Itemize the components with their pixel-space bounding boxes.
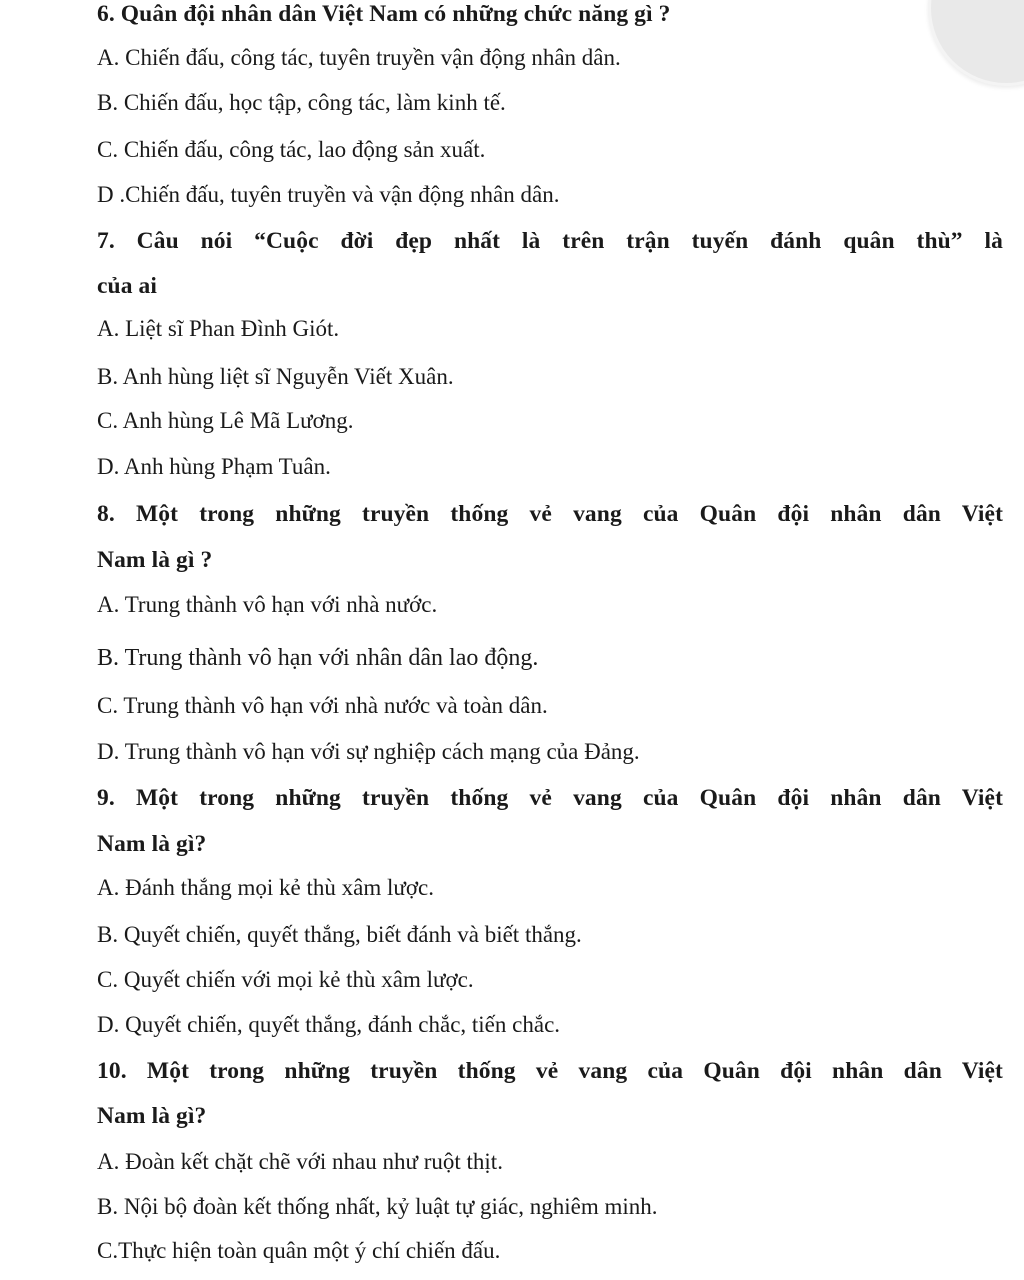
question-6-title: 6. Quân đội nhân dân Việt Nam có những chức năng gì ?: [97, 1, 671, 27]
question-6-option-a: A. Chiến đấu, công tác, tuyên truyền vận động nhân dân.: [97, 45, 621, 70]
question-8-option-b: B. Trung thành vô hạn với nhân dân lao động.: [97, 645, 539, 671]
question-7-title-line-1: 7. Câu nói “Cuộc đời đẹp nhất là trên trận tuyến đánh quân thù” là: [97, 228, 1003, 254]
page-corner-shape: [928, 0, 1024, 86]
question-8-option-c: C. Trung thành vô hạn với nhà nước và toàn dân.: [97, 693, 548, 718]
question-9-title-line-2: Nam là gì?: [97, 831, 207, 857]
question-7-option-b: B. Anh hùng liệt sĩ Nguyễn Viết Xuân.: [97, 364, 454, 389]
question-9-option-a: A. Đánh thắng mọi kẻ thù xâm lược.: [97, 875, 434, 900]
question-10-option-c: C.Thực hiện toàn quân một ý chí chiến đấu.: [97, 1238, 501, 1263]
question-8-option-a: A. Trung thành vô hạn với nhà nước.: [97, 592, 438, 617]
question-9-title-line-1: 9. Một trong những truyền thống vẻ vang của Quân đội nhân dân Việt: [97, 785, 1003, 811]
question-8-title-line-1: 8. Một trong những truyền thống vẻ vang của Quân đội nhân dân Việt: [97, 501, 1003, 527]
question-10-title-line-1: 10. Một trong những truyền thống vẻ vang của Quân đội nhân dân Việt: [97, 1058, 1003, 1084]
question-7-option-a: A. Liệt sĩ Phan Đình Giót.: [97, 316, 340, 341]
question-7-title-line-2: của ai: [97, 273, 158, 299]
question-7-option-d: D. Anh hùng Phạm Tuân.: [97, 454, 331, 479]
question-10-title-line-2: Nam là gì?: [97, 1103, 207, 1129]
question-10-option-a: A. Đoàn kết chặt chẽ với nhau như ruột thịt.: [97, 1149, 503, 1174]
question-9-option-c: C. Quyết chiến với mọi kẻ thù xâm lược.: [97, 967, 474, 992]
question-6-option-b: B. Chiến đấu, học tập, công tác, làm kinh tế.: [97, 90, 506, 115]
question-10-option-b: B. Nội bộ đoàn kết thống nhất, kỷ luật tự giác, nghiêm minh.: [97, 1194, 658, 1219]
question-7-option-c: C. Anh hùng Lê Mã Lương.: [97, 408, 354, 433]
question-6-option-c: C. Chiến đấu, công tác, lao động sản xuất.: [97, 137, 486, 162]
question-8-title-line-2: Nam là gì ?: [97, 547, 213, 573]
question-9-option-d: D. Quyết chiến, quyết thắng, đánh chắc, tiến chắc.: [97, 1012, 561, 1037]
question-6-option-d: D .Chiến đấu, tuyên truyền và vận động nhân dân.: [97, 182, 560, 207]
question-9-option-b: B. Quyết chiến, quyết thắng, biết đánh và biết thắng.: [97, 922, 582, 947]
question-8-option-d: D. Trung thành vô hạn với sự nghiệp cách mạng của Đảng.: [97, 739, 640, 764]
